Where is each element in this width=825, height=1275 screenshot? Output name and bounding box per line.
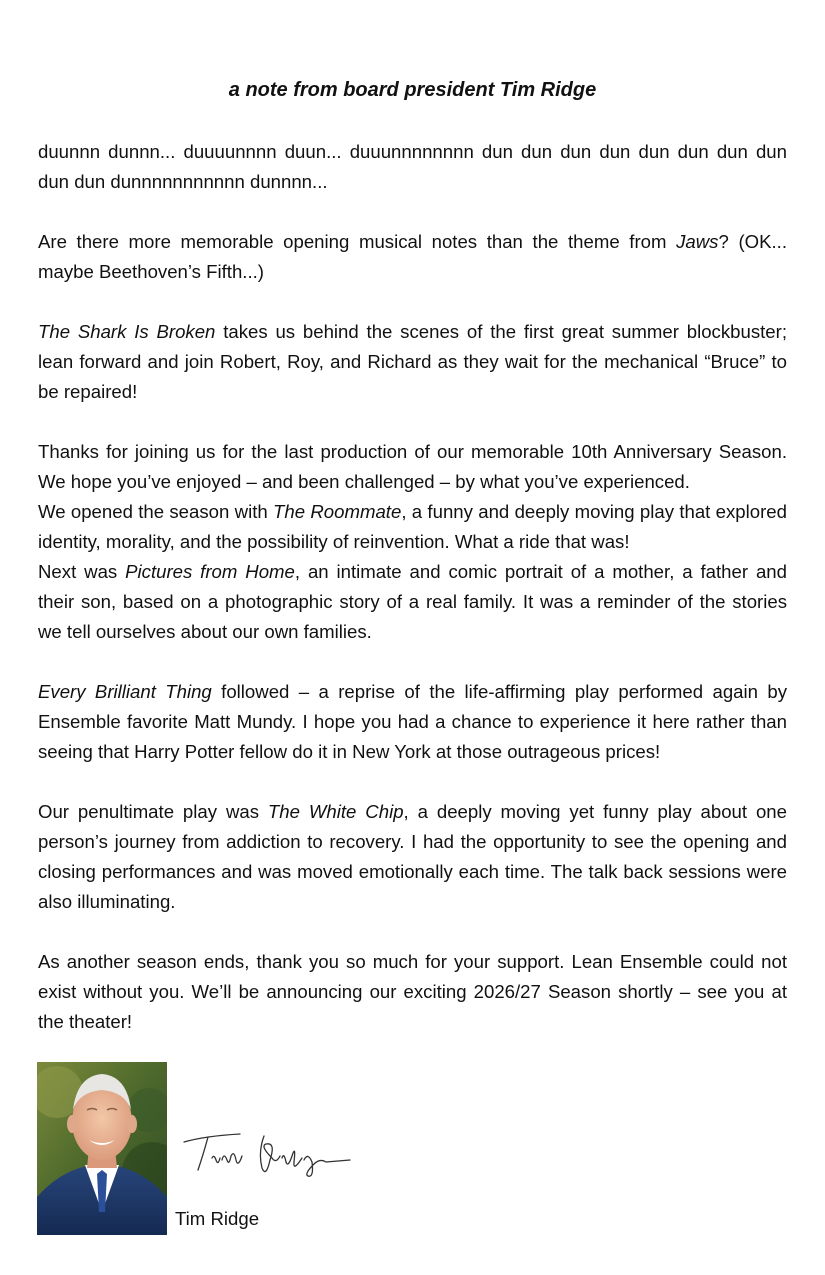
letter-body [38,137,787,1037]
title-jaws: Jaws [676,231,719,252]
portrait-image [37,1062,167,1235]
signature-name: Tim Ridge [175,1208,260,1229]
handwritten-signature [180,1122,355,1182]
title-pictures-from-home: Pictures from Home [125,561,295,582]
title-every-brilliant-thing: Every Brilliant Thing [38,681,212,702]
paragraph-pictures-from-home: Next was Pictures from Home, an intimate and comic portrait of a mother, a father and their son, based on a photographic story of a real family. It was a reminder of the stories we tell ourselves about our own families. [38,561,787,642]
paragraph-jaws-theme: duunnn dunnn... duuuunnnn duun... duuunnnnnnnn dun dun dun dun dun dun dun dun dun dun dunnnnnnnnnnn dunnnn... [38,141,787,192]
paragraph-every-brilliant-thing: Every Brilliant Thing followed – a reprise of the life-affirming play performed again by Ensemble favorite Matt Mundy. I hope you had a chance to experience it here rather than seeing that Harry Potter fellow do it in New York at those outrageous prices! [38,681,787,762]
title-shark-is-broken: The Shark Is Broken [38,321,216,342]
signature-graphic [180,1122,355,1182]
paragraph-closing: As another season ends, thank you so much for your support. Lean Ensemble could not exist without you. We’ll be announcing our exciting 2026/27 Season shortly – see you at the theater! [38,951,787,1032]
paragraph-white-chip: Our penultimate play was The White Chip, a deeply moving yet funny play about one person’s journey from addiction to recovery. I had the opportunity to see the opening and closing performances and was moved emotionally each time. The talk back sessions were also illuminating. [38,801,787,912]
portrait-photo [37,1062,167,1235]
paragraph-thanks: Thanks for joining us for the last production of our memorable 10th Anniversary Season. We hope you’ve enjoyed – and been challenged – by what you’ve experienced. [38,441,787,492]
page-title: a note from board president Tim Ridge [228,79,597,101]
title-white-chip: The White Chip [267,801,404,822]
title-roommate: The Roommate [273,501,402,522]
paragraph-shark-is-broken: The Shark Is Broken takes us behind the scenes of the first great summer blockbuster; lean forward and join Robert, Roy, and Richard as they wait for the mechanical “Bruce” to be repaired! [38,321,787,402]
paragraph-memorable-notes: Are there more memorable opening musical notes than the theme from Jaws? (OK... maybe Beethoven’s Fifth...) [38,231,788,282]
paragraph-roommate: We opened the season with The Roommate, a funny and deeply moving play that explored identity, morality, and the possibility of reinvention. What a ride that was! [38,501,787,552]
